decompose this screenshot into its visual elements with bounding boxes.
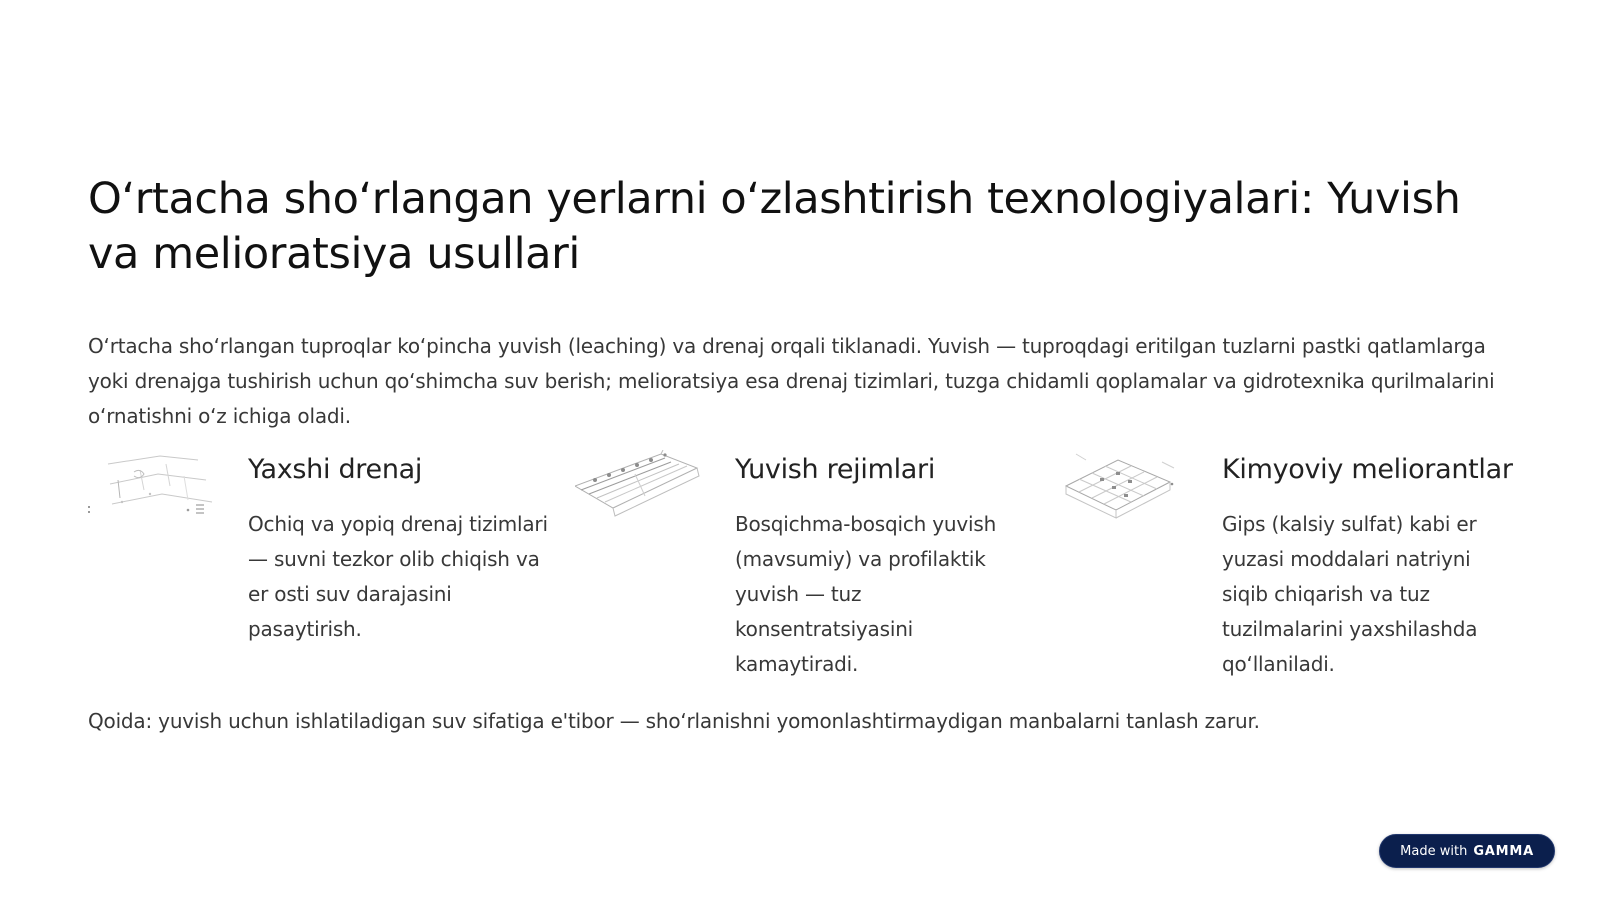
made-with-gamma-badge[interactable] — [1379, 834, 1555, 868]
feature-item-ameliorants — [1062, 450, 1532, 680]
feature-description: Ochiq va yopiq drenaj tizimlari — suvni tezkor olib chiqish va er osti suv darajasini pasaytirish. — [248, 512, 548, 641]
feature-description: Gips (kalsiy sulfat) kabi er yuzasi moddalari natriyni siqib chiqarish va tuz tuzilmalarini yaxshilashda qo‘llaniladi. — [1222, 512, 1478, 676]
rule-note: Qoida: yuvish uchun ishlatiladigan suv sifatiga e'tibor — sho‘rlanishni yomonlashtirmaydigan manbalarni tanlash zarur. — [88, 709, 1260, 733]
gamma-logo: GAMMA — [1473, 843, 1534, 859]
feature-description: Bosqichma-bosqich yuvish (mavsumiy) va profilaktik yuvish — tuz konsentratsiyasini kamaytiradi. — [735, 512, 997, 676]
feature-item-leaching — [575, 450, 1045, 680]
irrigation-field-sketch-icon — [575, 450, 707, 528]
feature-title: Kimyoviy meliorantlar — [1222, 454, 1513, 485]
feature-title: Yaxshi drenaj — [248, 454, 423, 485]
drainage-sketch-icon — [88, 450, 220, 528]
soil-grid-sketch-icon — [1062, 450, 1194, 528]
intro-paragraph: O‘rtacha sho‘rlangan tuproqlar ko‘pincha yuvish (leaching) va drenaj orqali tiklanadi. Yuvish — tuproqdagi eritilgan tuzlarni pastki qatlamlarga yoki drenajga tushirish uchun qo‘shimcha suv berish; melioratsiya esa drenaj tizimlari, tuzga chidamli qoplamalar va gidrotexnika qurilmalarini o‘rnatishni o‘z ichiga oladi. — [88, 334, 1495, 428]
feature-title: Yuvish rejimlari — [735, 454, 936, 485]
feature-list — [88, 450, 1528, 680]
badge-prefix: Made with — [1400, 843, 1468, 859]
page-title: O‘rtacha sho‘rlangan yerlarni o‘zlashtirish texnologiyalari: Yuvish va melioratsiya usullari — [88, 174, 1461, 279]
feature-item-drainage — [88, 450, 558, 680]
